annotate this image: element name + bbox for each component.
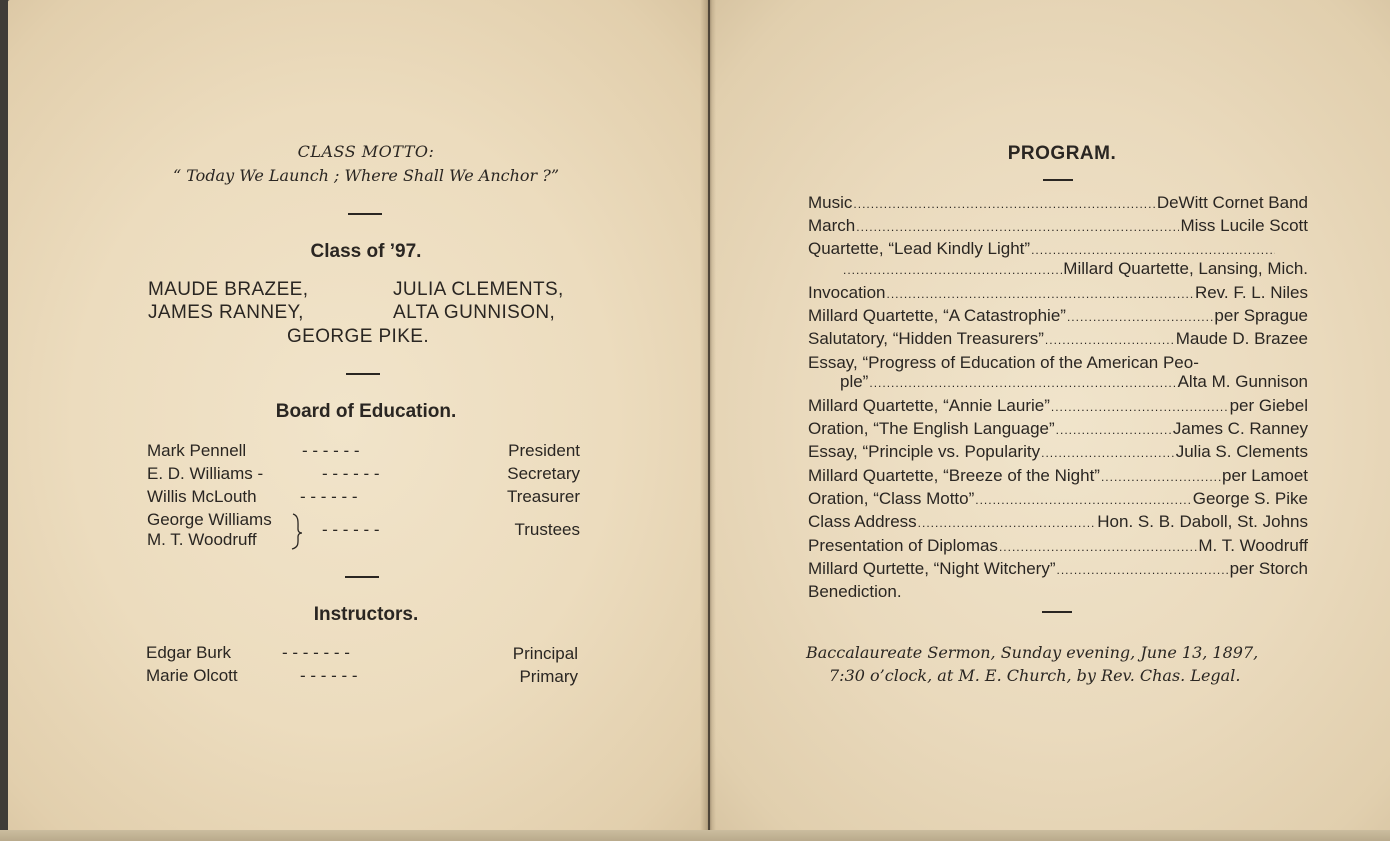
divider-rule [1043, 179, 1073, 181]
board-member-name: Mark Pennell [147, 441, 247, 460]
divider-rule [346, 373, 380, 375]
leader-dashes: - - - - - - - [282, 643, 350, 662]
instructors-heading: Instructors. [313, 604, 419, 625]
leader-dots [853, 197, 1155, 211]
program-item-title: Benediction. [808, 582, 902, 601]
divider-rule [345, 576, 379, 578]
leader-dots [843, 263, 1062, 277]
program-item [808, 419, 1308, 441]
program-item-title: Essay, “Progress of Education of the American Peo- [808, 353, 1199, 372]
program-item-title: ple” [840, 372, 869, 391]
class-member: GEORGE PIKE. [287, 326, 430, 347]
program-item [808, 489, 1308, 511]
program-item-performer: James C. Ranney [1172, 419, 1308, 438]
board-member-role: Trustees [514, 520, 580, 539]
program-item-title: Oration, “The English Language” [808, 419, 1055, 438]
program-item [842, 259, 1308, 281]
program-item-title: Millard Quartette, “Breeze of the Night” [808, 466, 1100, 485]
board-member-name: E. D. Williams - [147, 464, 264, 483]
class-member: MAUDE BRAZEE, [148, 279, 309, 300]
program-item [808, 466, 1308, 488]
program-item [840, 372, 1308, 394]
program-item-performer: Rev. F. L. Niles [1194, 283, 1308, 302]
board-member-role: Secretary [507, 464, 580, 483]
baccalaureate-line: 7:30 o’clock, at M. E. Church, by Rev. Chas. Legal. [829, 666, 1241, 685]
program-item-title: Millard Quartette, “A Catastrophie” [808, 306, 1066, 325]
leader-dots [1056, 423, 1172, 437]
program-item [808, 536, 1308, 558]
program-item [808, 512, 1308, 534]
program-item [808, 559, 1308, 581]
leader-dashes: - - - - - - [322, 520, 380, 539]
program-item [808, 442, 1308, 464]
board-member-role: President [508, 441, 580, 460]
program-item-title: Salutatory, “Hidden Treasurers” [808, 329, 1044, 348]
program-item [808, 582, 1308, 604]
program-item-performer: DeWitt Cornet Band [1156, 193, 1308, 212]
program-item-performer: per Sprague [1214, 306, 1308, 325]
program-item-performer: Miss Lucile Scott [1180, 216, 1308, 235]
program-item-title: March [808, 216, 856, 235]
board-member-name: George Williams [147, 510, 272, 529]
leader-dashes: - - - - - - [300, 487, 358, 506]
board-member-name: Willis McLouth [147, 487, 257, 506]
class-member: JAMES RANNEY, [148, 302, 304, 323]
program-item [808, 193, 1308, 215]
instructor-role: Principal [512, 644, 578, 663]
program-item-performer: George S. Pike [1192, 489, 1308, 508]
program-item-title: Quartette, “Lead Kindly Light” [808, 239, 1031, 258]
paper-bottom-edge [0, 830, 1390, 841]
program-item [808, 216, 1308, 238]
program-item [808, 239, 1276, 261]
leader-dashes: - - - - - - [302, 441, 360, 460]
program-item-performer: per Lamoet [1222, 466, 1308, 485]
class-member: ALTA GUNNISON, [393, 302, 556, 323]
board-member-name: M. T. Woodruff [147, 530, 257, 549]
leader-dashes: - - - - - - [300, 666, 358, 685]
program-item-performer: Julia S. Clements [1175, 442, 1308, 461]
leader-dots [869, 376, 1176, 390]
class-motto-text: “ Today We Launch ; Where Shall We Anchor ?” [172, 166, 560, 185]
instructor-role: Primary [519, 667, 578, 686]
program-item-title: Oration, “Class Motto” [808, 489, 975, 508]
class-motto-title: CLASS MOTTO: [297, 142, 435, 161]
program-item-title: Millard Qurtette, “Night Witchery” [808, 559, 1056, 578]
program-item-title: Class Address [808, 512, 917, 531]
class-heading: Class of ’97. [310, 241, 422, 262]
leader-dots [887, 287, 1194, 301]
program-item-title: Millard Quartette, “Annie Laurie” [808, 396, 1050, 415]
divider-rule [1042, 611, 1072, 613]
program-item-title: Essay, “Principle vs. Popularity [808, 442, 1041, 461]
program-item-performer: Maude D. Brazee [1175, 329, 1308, 348]
leader-dots [1101, 470, 1221, 484]
program-item-performer: M. T. Woodruff [1198, 536, 1308, 555]
instructor-name: Edgar Burk [146, 643, 232, 662]
baccalaureate-line: Baccalaureate Sermon, Sunday evening, June 13, 1897, [806, 643, 1259, 662]
leader-dots [1057, 563, 1229, 577]
divider-rule [348, 213, 382, 215]
program-item [808, 283, 1308, 305]
program-item-performer: Hon. S. B. Daboll, St. Johns [1097, 512, 1308, 531]
leader-dots [856, 220, 1179, 234]
program-item-performer: Alta M. Gunnison [1177, 372, 1308, 391]
program-item-title: Invocation [808, 283, 886, 302]
leader-dashes: - - - - - - [322, 464, 380, 483]
leader-dots [1051, 400, 1229, 414]
leader-dots [1045, 333, 1175, 347]
board-heading: Board of Education. [275, 401, 457, 422]
brace-icon [290, 512, 304, 550]
leader-dots [1031, 243, 1275, 257]
board-member-role: Treasurer [506, 487, 580, 506]
program-item [808, 329, 1308, 351]
leader-dots [1041, 446, 1175, 460]
instructor-name: Marie Olcott [146, 666, 238, 685]
leader-dots [1067, 310, 1213, 324]
program-item [808, 396, 1308, 418]
leader-dots [999, 540, 1197, 554]
program-item-performer: per Giebel [1229, 396, 1308, 415]
leader-dots [975, 493, 1191, 507]
program-item-performer: Millard Quartette, Lansing, Mich. [1063, 259, 1308, 278]
leader-dots [918, 516, 1097, 530]
program-item-performer: per Storch [1229, 559, 1308, 578]
program-item [808, 306, 1308, 328]
class-member: JULIA CLEMENTS, [393, 279, 564, 300]
program-item-title: Presentation of Diplomas [808, 536, 998, 555]
program-item-title: Music [808, 193, 853, 212]
program-heading: PROGRAM. [1007, 143, 1117, 164]
